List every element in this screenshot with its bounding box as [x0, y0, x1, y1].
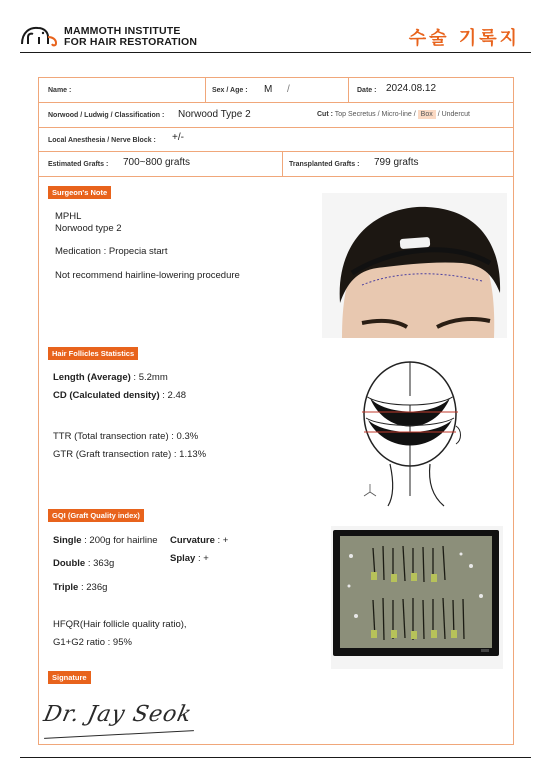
sex-age-label: Sex / Age : [212, 87, 248, 94]
curvature-stat [170, 535, 228, 546]
g1g2-label: G1+G2 ratio [53, 637, 106, 648]
splay-label: Splay [170, 553, 196, 564]
anesthesia-value[interactable]: +/- [172, 132, 184, 143]
ttr-label: TTR (Total transection rate) [53, 431, 169, 442]
single-label: Single [53, 535, 82, 546]
signature-tag: Signature [48, 671, 91, 684]
header-divider [20, 52, 531, 53]
graft-microscope-monitor-icon [331, 526, 503, 669]
splay-value: : + [195, 553, 209, 564]
brand-name-line1: MAMMOTH INSTITUTE [64, 25, 181, 37]
cut-option-box-selected[interactable]: Box [418, 110, 436, 119]
note-line-3: Medication : Propecia start [55, 246, 168, 257]
triple-label: Triple [53, 582, 79, 593]
follicle-stats-tag: Hair Follicles Statistics [48, 347, 138, 360]
name-label: Name : [48, 87, 72, 94]
single-value: : 200g for hairline [81, 535, 158, 546]
col-divider [282, 151, 283, 176]
gtr-value: : 1.13% [171, 449, 207, 460]
row-divider [38, 102, 514, 103]
row-divider [38, 151, 514, 152]
splay-stat [170, 553, 209, 564]
hfqr-line-1: HFQR(Hair follicle quality ratio), [53, 619, 187, 630]
single-stat [53, 535, 158, 546]
graft-monitor-photo [331, 526, 503, 669]
g1g2-value: : 95% [105, 637, 132, 648]
row-divider [38, 176, 514, 177]
classification-value[interactable]: Norwood Type 2 [178, 109, 251, 120]
double-stat [53, 558, 114, 569]
curvature-label: Curvature [170, 535, 215, 546]
ttr-stat [53, 431, 198, 442]
brand-name-line2: FOR HAIR RESTORATION [64, 36, 198, 48]
cut-label: Cut : [317, 111, 333, 118]
gtr-stat [53, 449, 206, 460]
footer-divider [20, 757, 531, 758]
col-divider [348, 77, 349, 102]
hairline-photo [322, 193, 507, 338]
cd-label: CD (Calculated density) [53, 390, 160, 401]
ttr-value: : 0.3% [168, 431, 199, 442]
note-line-1: MPHL [55, 211, 82, 222]
head-back-diagram-icon [352, 356, 472, 508]
cd-stat [53, 390, 186, 401]
estimated-grafts-label: Estimated Grafts : [48, 161, 109, 168]
cut-options: Cut : Top Secretus / Micro-line / Box / Undercut [317, 111, 470, 118]
page-title: 수술 기록지 [408, 28, 520, 49]
double-label: Double [53, 558, 86, 569]
mammoth-logo-icon [20, 24, 60, 48]
cut-option-top-secretus[interactable]: Top Secretus [334, 111, 376, 118]
signature-text: Dr. Jay Seok [41, 702, 195, 727]
date-label: Date : [357, 87, 377, 94]
note-line-2: Norwood type 2 [55, 223, 122, 234]
triple-value: : 236g [78, 582, 108, 593]
note-line-4: Not recommend hairline-lowering procedure [55, 270, 240, 281]
transplanted-grafts-label: Transplanted Grafts : [289, 161, 360, 168]
curvature-value: : + [214, 535, 229, 546]
date-value[interactable]: 2024.08.12 [386, 83, 437, 94]
gtr-label: GTR (Graft transection rate) [53, 449, 172, 460]
triple-stat [53, 582, 107, 593]
patient-head-illustration [322, 193, 507, 338]
double-value: : 363g [85, 558, 115, 569]
logo [20, 24, 60, 48]
sex-age-separator: / [287, 84, 290, 95]
surgeons-note-tag: Surgeon's Note [48, 186, 111, 199]
cut-option-micro-line[interactable]: Micro-line [381, 111, 412, 118]
estimated-grafts-value[interactable]: 700~800 grafts [123, 157, 190, 168]
hfqr-line-2 [53, 637, 132, 648]
donor-area-diagram [352, 356, 472, 508]
handwritten-signature [41, 702, 194, 727]
cd-value: : 2.48 [159, 390, 187, 401]
row-divider [38, 127, 514, 128]
classification-label: Norwood / Ludwig / Classification : [48, 112, 165, 119]
cut-option-undercut[interactable]: Undercut [441, 111, 470, 118]
gqi-tag: GQI (Graft Quality index) [48, 509, 144, 522]
transplanted-grafts-value[interactable]: 799 grafts [374, 157, 419, 168]
length-stat [53, 372, 168, 383]
length-label: Length (Average) [53, 372, 131, 383]
sex-value[interactable]: M [264, 84, 273, 95]
length-value: : 5.2mm [130, 372, 168, 383]
col-divider [205, 77, 206, 102]
anesthesia-label: Local Anesthesia / Nerve Block : [48, 137, 156, 144]
